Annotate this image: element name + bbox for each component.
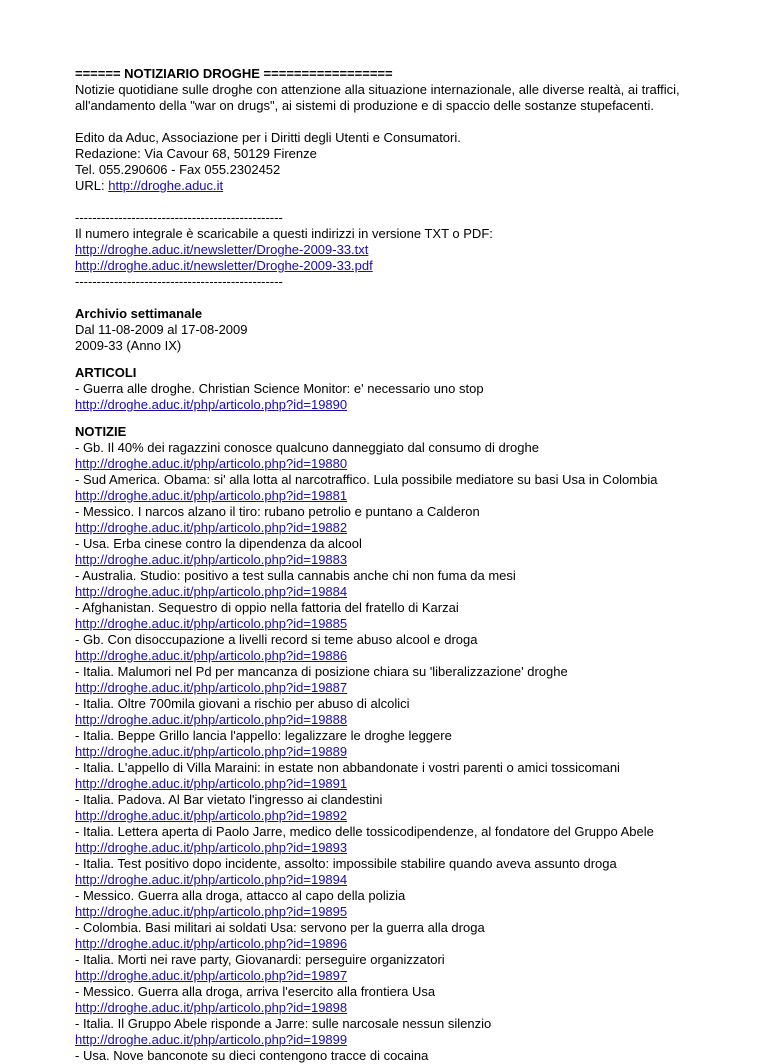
news-item-title: - Australia. Studio: positivo a test sulla cannabis anche chi non fuma da mesi xyxy=(75,568,516,583)
archive-dates: Dal 11-08-2009 al 17-08-2009 xyxy=(75,322,248,337)
spacer xyxy=(75,194,725,210)
website-line xyxy=(75,178,725,194)
editorial-address: Redazione: Via Cavour 68, 50129 Firenze xyxy=(75,146,317,161)
spacer xyxy=(75,413,725,424)
news-item-link[interactable]: http://droghe.aduc.it/php/articolo.php?id=19882 xyxy=(75,520,348,535)
pdf-download-link[interactable]: http://droghe.aduc.it/newsletter/Droghe-2009-33.pdf xyxy=(75,258,373,273)
news-item-title: - Messico. Guerra alla droga, attacco al capo della polizia xyxy=(75,888,406,903)
news-item-title: - Italia. L'appello di Villa Maraini: in estate non abbandonate i vostri parenti o amici tossicomani xyxy=(75,760,620,775)
news-item-title: - Italia. Malumori nel Pd per mancanza di posizione chiara su 'liberalizzazione' droghe xyxy=(75,664,568,679)
articles-list xyxy=(75,381,725,413)
article-item-title: - Guerra alle droghe. Christian Science Monitor: e' necessario uno stop xyxy=(75,381,484,396)
news-item-link[interactable]: http://droghe.aduc.it/php/articolo.php?id=19896 xyxy=(75,936,348,951)
news-item-title: - Usa. Erba cinese contro la dipendenza da alcool xyxy=(75,536,362,551)
news-item-link[interactable]: http://droghe.aduc.it/php/articolo.php?id=19880 xyxy=(75,456,348,471)
news-item-link[interactable]: http://droghe.aduc.it/php/articolo.php?id=19887 xyxy=(75,680,348,695)
news-item-link[interactable]: http://droghe.aduc.it/php/articolo.php?id=19881 xyxy=(75,488,348,503)
news-item-link[interactable]: http://droghe.aduc.it/php/articolo.php?id=19899 xyxy=(75,1032,348,1047)
news-item-title: - Gb. Con disoccupazione a livelli record si teme abuso alcool e droga xyxy=(75,632,478,647)
news-item-title: - Messico. I narcos alzano il tiro: rubano petrolio e puntano a Calderon xyxy=(75,504,480,519)
news-heading: NOTIZIE xyxy=(75,424,127,439)
news-item-title: - Italia. Beppe Grillo lancia l'appello: legalizzare le droghe leggere xyxy=(75,728,452,743)
download-info: Il numero integrale è scaricabile a questi indirizzi in versione TXT o PDF: xyxy=(75,226,493,241)
separator-top: ------------------------------------------------ xyxy=(75,210,283,225)
news-item-title: - Italia. Lettera aperta di Paolo Jarre, medico delle tossicodipendenze, al fondatore del Gruppo Abele xyxy=(75,824,654,839)
news-item-title: - Messico. Guerra alla droga, arriva l'esercito alla frontiera Usa xyxy=(75,984,436,999)
news-item-link[interactable]: http://droghe.aduc.it/php/articolo.php?id=19891 xyxy=(75,776,348,791)
news-item-link[interactable]: http://droghe.aduc.it/php/articolo.php?id=19883 xyxy=(75,552,348,567)
news-item-title: - Italia. Il Gruppo Abele risponde a Jarre: sulle narcosale nessun silenzio xyxy=(75,1016,492,1031)
publisher-line: Edito da Aduc, Associazione per i Diritti degli Utenti e Consumatori. xyxy=(75,130,461,145)
articles-heading: ARTICOLI xyxy=(75,365,137,380)
spacer xyxy=(75,354,725,365)
news-list xyxy=(75,440,725,1064)
document-page xyxy=(75,66,725,1064)
website-link[interactable]: http://droghe.aduc.it xyxy=(108,178,224,193)
news-item-title: - Italia. Oltre 700mila giovani a rischio per abuso di alcolici xyxy=(75,696,410,711)
spacer xyxy=(75,114,725,130)
news-item-title: - Sud America. Obama: si' alla lotta al narcotraffico. Lula possibile mediatore su basi Usa in Colombia xyxy=(75,472,658,487)
news-item-link[interactable]: http://droghe.aduc.it/php/articolo.php?id=19884 xyxy=(75,584,348,599)
news-item-title: - Italia. Morti nei rave party, Giovanardi: perseguire organizzatori xyxy=(75,952,445,967)
news-item-title: - Afghanistan. Sequestro di oppio nella fattoria del fratello di Karzai xyxy=(75,600,459,615)
news-item-link[interactable]: http://droghe.aduc.it/php/articolo.php?id=19894 xyxy=(75,872,348,887)
news-item-link[interactable]: http://droghe.aduc.it/php/articolo.php?id=19886 xyxy=(75,648,348,663)
spacer xyxy=(75,290,725,306)
newsletter-description: Notizie quotidiane sulle droghe con attenzione alla situazione internazionale, alle diverse realtà, ai traffici, all'andamento della "war on drugs", ai sistemi di produzione e di spaccio delle sostanze stupefacenti. xyxy=(75,82,680,113)
news-item-link[interactable]: http://droghe.aduc.it/php/articolo.php?id=19895 xyxy=(75,904,348,919)
news-item-link[interactable]: http://droghe.aduc.it/php/articolo.php?id=19892 xyxy=(75,808,348,823)
news-item-link[interactable]: http://droghe.aduc.it/php/articolo.php?id=19888 xyxy=(75,712,348,727)
url-label: URL: xyxy=(75,178,109,193)
separator-bottom: ------------------------------------------------ xyxy=(75,274,283,289)
news-item-title: - Italia. Padova. Al Bar vietato l'ingresso ai clandestini xyxy=(75,792,383,807)
news-item-title: - Gb. Il 40% dei ragazzini conosce qualcuno danneggiato dal consumo di droghe xyxy=(75,440,539,455)
news-item-title: - Italia. Test positivo dopo incidente, assolto: impossibile stabilire quando aveva assunto droga xyxy=(75,856,617,871)
newsletter-title: ====== NOTIZIARIO DROGHE ================= xyxy=(75,66,393,81)
contact-phone: Tel. 055.290606 - Fax 055.2302452 xyxy=(75,162,281,177)
news-item-link[interactable]: http://droghe.aduc.it/php/articolo.php?id=19893 xyxy=(75,840,348,855)
news-item-link[interactable]: http://droghe.aduc.it/php/articolo.php?id=19898 xyxy=(75,1000,348,1015)
archive-issue: 2009-33 (Anno IX) xyxy=(75,338,182,353)
news-item-link[interactable]: http://droghe.aduc.it/php/articolo.php?id=19885 xyxy=(75,616,348,631)
article-item-link[interactable]: http://droghe.aduc.it/php/articolo.php?id=19890 xyxy=(75,397,348,412)
news-item-title: - Colombia. Basi militari ai soldati Usa: servono per la guerra alla droga xyxy=(75,920,485,935)
archive-heading: Archivio settimanale xyxy=(75,306,203,321)
news-item-link[interactable]: http://droghe.aduc.it/php/articolo.php?id=19897 xyxy=(75,968,348,983)
txt-download-link[interactable]: http://droghe.aduc.it/newsletter/Droghe-2009-33.txt xyxy=(75,242,369,257)
news-item-title: - Usa. Nove banconote su dieci contengono tracce di cocaina xyxy=(75,1048,429,1063)
news-item-link[interactable]: http://droghe.aduc.it/php/articolo.php?id=19889 xyxy=(75,744,348,759)
